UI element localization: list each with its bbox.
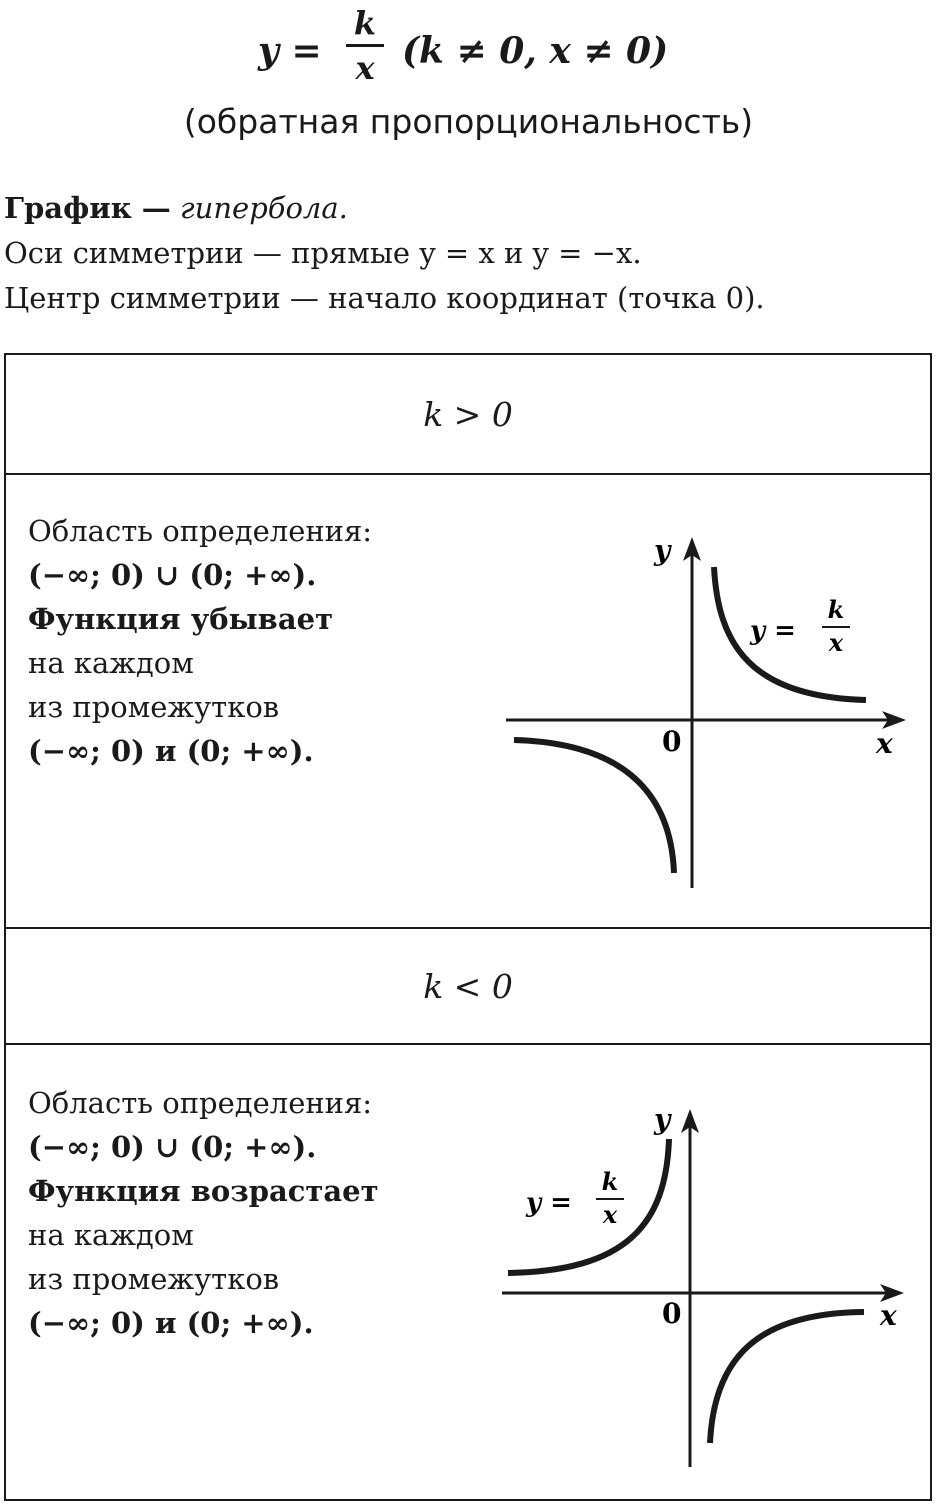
x-axis-label: x — [876, 727, 893, 760]
fraction-numerator: k — [353, 4, 377, 42]
desc-line: на каждом — [28, 646, 194, 680]
fraction-bar — [346, 44, 384, 47]
row-divider — [6, 473, 930, 475]
desc-line: Функция возрастает — [28, 1174, 379, 1208]
case-description-negative — [28, 1081, 468, 1345]
facts-block — [4, 186, 934, 321]
origin-label: 0 — [662, 725, 682, 758]
y-axis-label: y — [654, 1103, 671, 1136]
desc-line: Функция убывает — [28, 602, 334, 636]
hyperbola-branch-fourth-quadrant — [710, 1312, 864, 1443]
hyperbola-branch-third-quadrant — [514, 740, 674, 873]
row-divider — [6, 1043, 930, 1045]
desc-line: из промежутков — [28, 690, 280, 724]
case-header-negative: k < 0 — [423, 967, 513, 1006]
curve-label-denominator: x — [828, 628, 844, 657]
fact-symmetry-axes: Оси симметрии — прямые y = x и y = −x. — [4, 236, 642, 270]
case-description-positive — [28, 509, 468, 773]
desc-line: Область определения: — [28, 514, 373, 548]
formula-lhs: y = — [258, 30, 322, 72]
fact-symmetry-center: Центр симметрии — начало координат (точка 0). — [4, 281, 765, 315]
curve-label-numerator: k — [827, 595, 845, 624]
case-header-positive: k > 0 — [423, 395, 513, 434]
fact-graph — [4, 186, 934, 231]
formula-fraction — [346, 4, 384, 87]
cases-table — [4, 353, 932, 1501]
desc-line: Область определения: — [28, 1086, 373, 1120]
title-formula — [0, 4, 937, 94]
subtitle: (обратная пропорциональность) — [183, 102, 754, 141]
hyperbola-graph-negative — [496, 1095, 916, 1495]
formula-condition: (k ≠ 0, x ≠ 0) — [402, 30, 669, 72]
y-axis-label: y — [654, 534, 671, 567]
curve-label: y = — [526, 1188, 572, 1218]
desc-line: (−∞; 0) и (0; +∞). — [28, 734, 314, 768]
x-axis-label: x — [880, 1299, 897, 1332]
curve-label-numerator: k — [601, 1167, 619, 1196]
desc-line: из промежутков — [28, 1262, 280, 1296]
fraction-denominator: x — [355, 49, 375, 87]
fact-graph-label: График — — [4, 191, 171, 225]
curve-label-denominator: x — [602, 1200, 618, 1229]
desc-line: (−∞; 0) и (0; +∞). — [28, 1306, 314, 1340]
row-divider — [6, 927, 930, 929]
fact-graph-value: гипербола. — [180, 191, 348, 225]
desc-line: (−∞; 0) ∪ (0; +∞). — [28, 1130, 317, 1164]
curve-label: y = — [750, 616, 796, 646]
hyperbola-graph-positive — [496, 525, 916, 905]
origin-label: 0 — [662, 1297, 682, 1330]
desc-line: (−∞; 0) ∪ (0; +∞). — [28, 558, 317, 592]
desc-line: на каждом — [28, 1218, 194, 1252]
